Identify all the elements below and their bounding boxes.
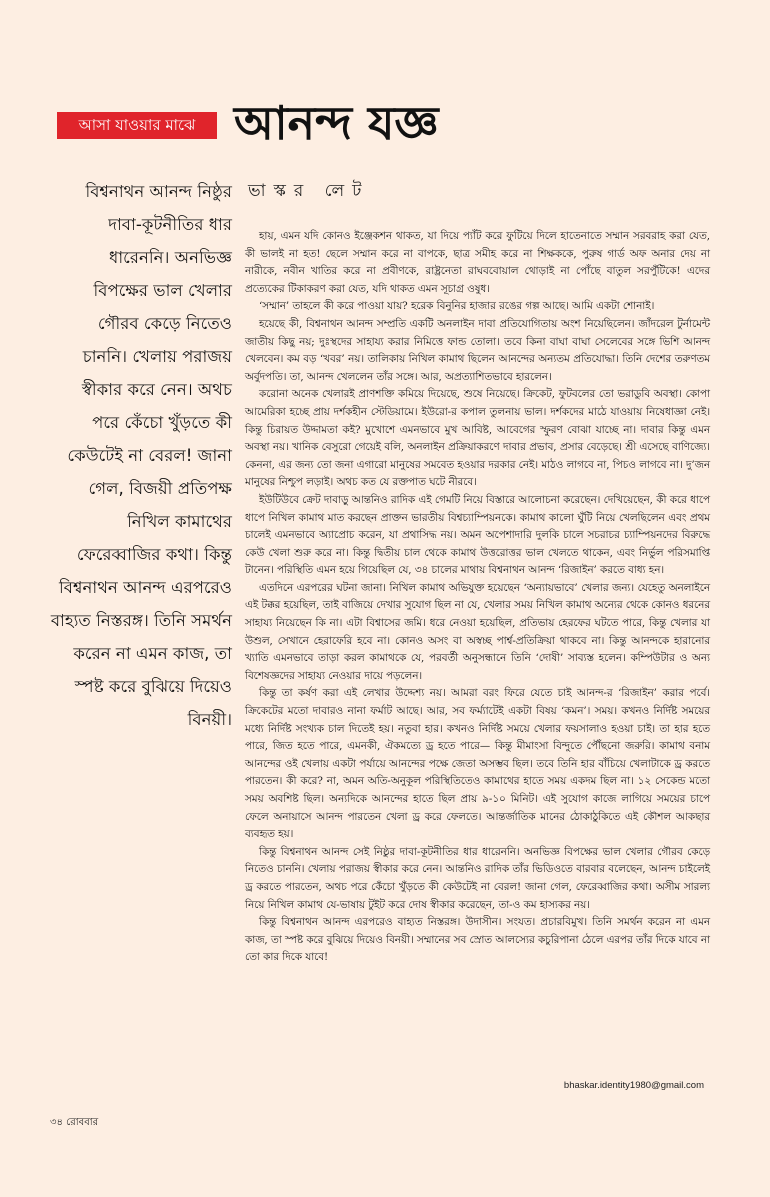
article-paragraph: হায়, এমন যদি কোনও ইঞ্জেকশন থাকত, যা দিয়ে প্যাঁট করে ফুটিয়ে দিলে হাতেনাতে সম্মান সরবরাহ করা যেত, কী ভালই না হত! ছেলে সম্মান করে না বাপকে, ছাত্র সমীহ করে না শিক্ষককে, পুরুষ গার্ড অফ অনার দেয় না নারীকে, নবীন খাতির করে না প্রবীণকে, রাষ্ট্রনেতা রাঘববোয়াল থোড়াই না পোঁছে বাতুল সরপুঁটিকে! এদের প্রত্যেকের টিকাকরণ করা যেত, যদি থাকত এমন সূচাগ্র ওষুধ।	[245, 230, 710, 295]
article-paragraph: ইউটিউবে ক্রেট দাবাড়ু আন্তনিও রাদিক এই গেমটি নিয়ে বিস্তারে আলোচনা করেছেন। দেখিয়েছেন, কী করে ধাপে ধাপে নিখিল কামাথ মাত করছেন প্রাক্তন ভারতীয় বিশ্বচ্যাম্পিয়নকে। কামাথ কালো ঘুঁটি নিয়ে খেলছিলেন এবং প্রথম চালেই এমনভাবে অ্যাপ্রোচ করেন, যা প্রথাসিদ্ধ নয়। অমন অপেশাদারি দুলকি চালে সচরাচর চ্যাম্পিয়নদের বিরুদ্ধে কেউ খেলা শুরু করে না। কিন্তু দ্বিতীয় চাল থেকে কামাথ উত্তরোত্তর ভাল খেলতে থাকেন, এবং নির্ভুল পরিসমাপ্তি টানেন। পরিস্থিতি এমন হয়ে গিয়েছিল যে, ৩৪ চালের মাথায় বিশ্বনাথন আনন্দ ‘রিজাইন’ করতে বাধ্য হন।	[245, 493, 710, 577]
article-paragraph: কিন্তু বিশ্বনাথন আনন্দ এরপরেও বাহ্যত নিস্তরঙ্গ। উদাসীন। সংযত। প্রচারবিমুখ। তিনি সমর্থন করেন না এমন কাজ, তা স্পষ্ট করে বুঝিয়ে দিয়েও বিনয়ী। সম্মানের সব স্রোত আলস্যের কচুরিপানা ঠেলে এরপর তাঁর দিকে যাবে না তো কার দিকে যাবে!	[245, 916, 710, 964]
page-folio: ৩৪ রোববার	[50, 1117, 99, 1128]
article-paragraph: করোনা অনেক খেলারই প্রাণশক্তি কমিয়ে দিয়েছে, শুষে নিয়েছে। ক্রিকেট, ফুটবলের তো ভরাডুবি অবস্থা। কোপা আমেরিকা হচ্ছে প্রায় দর্শকহীন স্টেডিয়ামে। ইউরো-র কপাল তুলনায় ভাল। দর্শকদের মাঠে যাওয়ায় নিষেধাজ্ঞা নেই। কিন্তু চিরায়ত উদ্দামতা কই? মুখোশে এমনভাবে মুখ আবিষ্ট, আবেগের স্ফুরণ বোঝা যাচ্ছে না। দাবার কিন্তু এমন অবস্থা নয়। খানিক বেসুরো গেয়েই বলি, অনলাইন প্রক্রিয়াকরণে দাবার প্রভাব, প্রসার বেড়েছে। শ্রী এসেছে বাণিজ্যে। কেননা, এর জন্য তো জনা এগারো মানুষের সমবেত হওয়ার দরকার নেই। মাঠও লাগবে না, পিচও লাগবে না। দু’জন মানুষের নিশ্চুপ লড়াই। অথচ কত যে রক্তপাত ঘটে নীরবে।	[245, 388, 710, 489]
article-paragraph: হয়েছে কী, বিশ্বনাথন আনন্দ সম্প্রতি একটি অনলাইন দাবা প্রতিযোগিতায় অংশ নিয়েছিলেন। জাঁদরেল টুর্নামেন্ট জাতীয় কিছু নয়; দুঃস্থদের সাহায্য করার নিমিত্তে ফান্ড তোলা। তবে কিনা বাঘা বাঘা সেলেবের সঙ্গে ভিশি আনন্দ খেলবেন। কম বড় ‘খবর’ নয়। তালিকায় নিখিল কামাথ ছিলেন আনন্দের অন্যতম প্রতিযোদ্ধা। তিনি দেশের তরুণতম অর্বুদপতি। তা, আনন্দ খেললেন তাঁর সঙ্গে। আর, অপ্রত্যাশিতভাবে হারলেন।	[245, 317, 710, 383]
article-paragraph: কিন্তু বিশ্বনাথন আনন্দ সেই নিষ্ঠুর দাবা-কূটনীতির ধার ধারেননি। অনভিজ্ঞ বিপক্ষের ভাল খেলার গৌরব কেড়ে নিতেও চাননি। খেলায় পরাজয় স্বীকার করে নেন। আন্তনিও রাদিক তাঁর ভিডিওতে বারবার বলেছেন, আনন্দ চাইলেই ড্র করতে পারতেন, অথচ পরে কেঁচো খুঁড়তে কী কেউটেই না বেরল! জানা গেল, ফেরেব্বাজির কথা। অসীম সারল্য নিয়ে নিখিল কামাথ যে-ভাষায় টুইট করে দোষ স্বীকার করেছেন, তা-ও কম হাস্যকর নয়।	[245, 845, 710, 911]
article-paragraph: ‘সম্মান’ তাহলে কী করে পাওয়া যায়? হরেক বিনুনির হাজার রঙের গল্প আছে। আমি একটা শোনাই।	[259, 300, 655, 313]
article-title: আনন্দ যজ্ঞ	[234, 96, 439, 150]
author-email: bhaskar.identity1980@gmail.com	[563, 1080, 704, 1091]
article-body	[245, 228, 710, 967]
article-paragraph: এতদিনে এরপরের ঘটনা জানা। নিখিল কামাথ অভিযুক্ত হয়েছেন ‘অন্যায়ভাবে’ খেলার জন্য। যেহেতু অনলাইনে এই টক্কর হয়েছিল, তাই বাজিয়ে দেখার সুযোগ ছিল না যে, খেলার সময় নিখিল কামাথ অন্যের থেকে কোনও ধরনের সাহায্য নিয়েছেন কি না। এটা বিশ্বাসের জমি। ধরে নেওয়া হয়েছিল, প্রতিভায় হেরফের ঘটতে পারে, কিন্তু খেলার যা উশুল, সেখানে হেরাফেরি হবে না। কোনও অসং বা অস্বচ্ছ পার্শ্ব-প্রতিক্রিয়া থাকবে না। কিন্তু আনন্দকে হারানোর খ্যাতি এমনভাবে তাড়া করল কামাথকে যে, পরবর্তী অনুসন্ধানে তিনি ‘দোষী’ সাব্যস্ত হলেন। কম্পিউটার ও অন্য বিশেষজ্ঞদের সাহায্য নেওয়ার দায়ে পড়লেন।	[245, 581, 710, 682]
author-byline: ভাস্কর লেট	[248, 181, 370, 201]
section-tag: আসা যাওয়ার মাঝে	[57, 112, 217, 139]
article-paragraph: কিন্তু তা কর্ষণ করা এই লেখার উদ্দেশ্য নয়। আমরা বরং ফিরে যেতে চাই আনন্দ-র ‘রিজাইন’ করার পর্বে। ক্রিকেটের মতো দাবারও নানা ফর্মাট আছে। আর, সব ফর্ম্যাটেই একটা বিষয় ‘কমন’। সময়। কখনও নির্দিষ্ট সময়ের মধ্যে নির্দিষ্ট সংখ্যক চাল দিতেই হয়। নতুবা হার। কখনও নির্দিষ্ট সময়ে খেলার ফয়সালাও হওয়া চাই। তা হার হতে পারে, জিত হতে পারে, এমনকী, ঐকমত্যে ড্র হতে পারে— কিন্তু মীমাংসা বিন্দুতে পৌঁছনো জরুরি। কামাথ বনাম আনন্দের ওই খেলায় একটা পর্যায়ে আনন্দের পক্ষে জেতা অসম্ভব ছিল। তবে তিনি হার বাঁচিয়ে খেলাটাকে ড্র করতে পারতেন। কী করে? না, অমন অতি-অনুকূল পরিস্থিতিতেও কামাথের হাতে সময় একদম ছিল না। ১২ সেকেন্ড মতো সময় অবশিষ্ট ছিল। অন্যদিকে আনন্দের হাতে ছিল প্রায় ৯-১০ মিনিট। এই সুযোগ কাজে লাগিয়ে সময়ের চাপে ফেলে অনায়াসে আনন্দ পারতেন খেলা ড্র করে ফেলতে। আন্তর্জাতিক মানের ঠোকাঠুকিতে এই কৌশল আকছার ব্যবহৃত হয়।	[245, 687, 710, 841]
pull-quote: বিশ্বনাথন আনন্দ নিষ্ঠুর দাবা-কূটনীতির ধার ধারেননি। অনভিজ্ঞ বিপক্ষের ভাল খেলার গৌরব কেড়ে নিতেও চাননি। খেলায় পরাজয় স্বীকার করে নেন। অথচ পরে কেঁচো খুঁড়তে কী কেউটেই না বেরল! জানা গেল, বিজয়ী প্রতিপক্ষ নিখিল কামাথের ফেরেব্বাজির কথা। কিন্তু বিশ্বনাথন আনন্দ এরপরেও বাহ্যত নিস্তরঙ্গ। তিনি সমর্থন করেন না এমন কাজ, তা স্পষ্ট করে বুঝিয়ে দিয়েও বিনয়ী।	[50, 182, 232, 729]
